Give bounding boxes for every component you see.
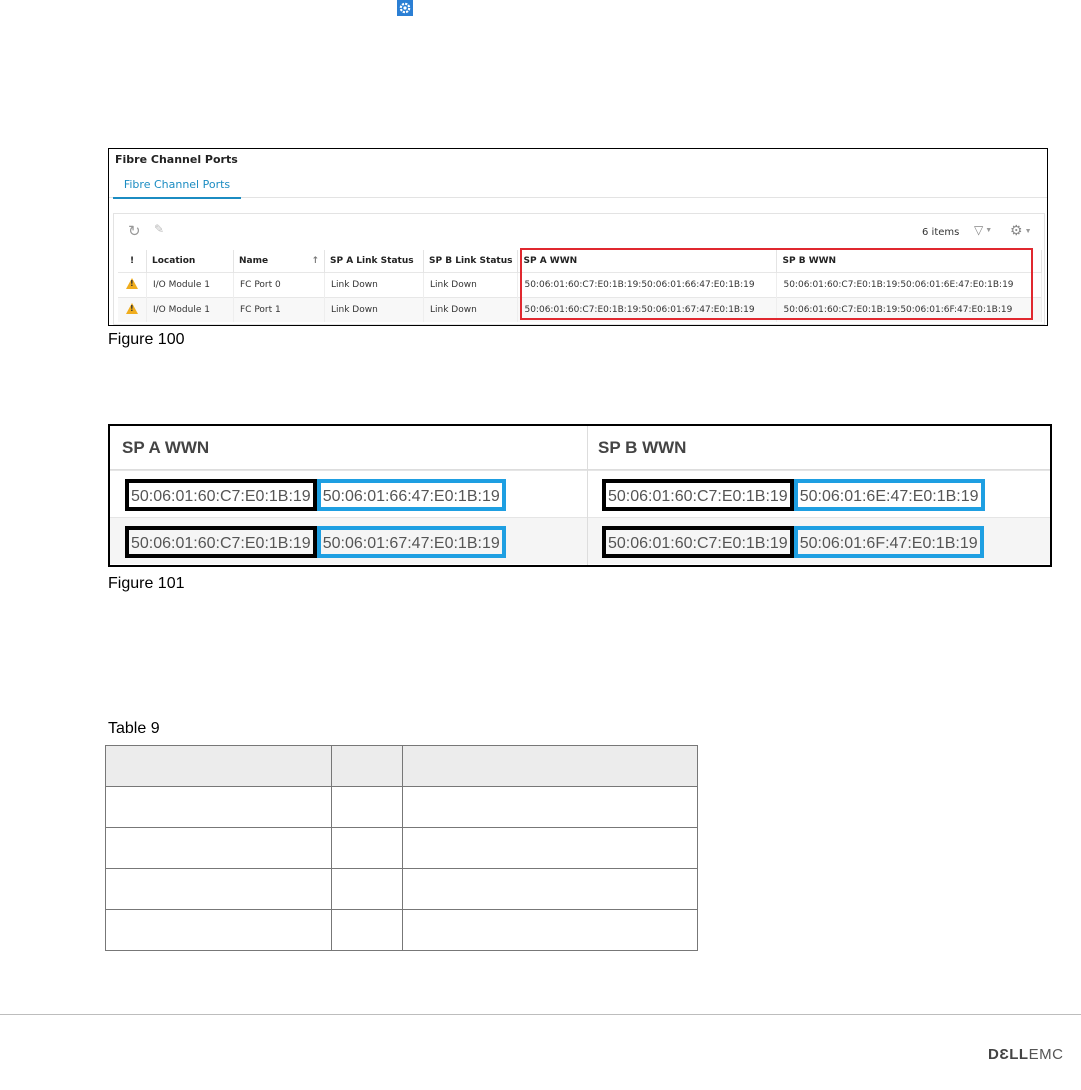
cell-spa-status: Link Down bbox=[325, 298, 424, 323]
table-header-row bbox=[118, 250, 1042, 273]
table-cell bbox=[106, 910, 332, 951]
table-9-caption: Table 9 bbox=[108, 720, 160, 737]
column-divider bbox=[587, 426, 588, 567]
col-spb-wwn[interactable]: SP B WWN bbox=[777, 250, 1042, 273]
figure-100-caption: Figure 100 bbox=[108, 331, 185, 348]
spa-wwn-pair bbox=[125, 526, 506, 558]
node-wwn-box: 50:06:01:60:C7:E0:1B:19 bbox=[602, 526, 794, 558]
node-wwn-box: 50:06:01:60:C7:E0:1B:19 bbox=[125, 526, 317, 558]
warning-icon bbox=[118, 273, 147, 298]
cell-spb-status: Link Down bbox=[424, 273, 518, 298]
table-row bbox=[106, 787, 698, 828]
footer-divider bbox=[0, 1014, 1081, 1015]
table-row bbox=[106, 828, 698, 869]
tab-bar bbox=[109, 169, 1047, 198]
node-wwn-box: 50:06:01:60:C7:E0:1B:19 bbox=[602, 479, 794, 511]
header-spb-wwn: SP B WWN bbox=[588, 426, 1050, 470]
panel-title: Fibre Channel Ports bbox=[115, 153, 238, 166]
cell-spb-wwn: 50:06:01:60:C7:E0:1B:19:50:06:01:6F:47:E0:1B:19 bbox=[777, 298, 1042, 323]
cell-name: FC Port 1 bbox=[234, 298, 325, 323]
table-cell bbox=[332, 787, 403, 828]
cell-location: I/O Module 1 bbox=[147, 298, 234, 323]
col-spa-wwn[interactable]: SP A WWN bbox=[518, 250, 777, 273]
spa-wwn-pair bbox=[125, 479, 506, 511]
table-header-row bbox=[106, 746, 698, 787]
table-cell bbox=[332, 910, 403, 951]
spb-wwn-pair bbox=[602, 479, 985, 511]
table-cell bbox=[403, 828, 698, 869]
dell-emc-logo bbox=[988, 1046, 1063, 1063]
table-header-cell bbox=[403, 746, 698, 787]
settings-icon[interactable]: ⚙ ▼ bbox=[1010, 222, 1032, 238]
cell-name: FC Port 0 bbox=[234, 273, 325, 298]
logo-emc: EMC bbox=[1028, 1046, 1064, 1063]
items-count: 6 items bbox=[922, 227, 960, 238]
warning-icon bbox=[118, 298, 147, 323]
table-cell bbox=[403, 869, 698, 910]
port-wwn-box: 50:06:01:6E:47:E0:1B:19 bbox=[794, 479, 985, 511]
cell-spa-wwn: 50:06:01:60:C7:E0:1B:19:50:06:01:66:47:E0:1B:19 bbox=[518, 273, 777, 298]
col-location[interactable]: Location bbox=[147, 250, 234, 273]
cell-spa-status: Link Down bbox=[325, 273, 424, 298]
table-header-cell bbox=[332, 746, 403, 787]
table-header-cell bbox=[106, 746, 332, 787]
table-9 bbox=[105, 745, 698, 951]
table-row bbox=[106, 910, 698, 951]
col-spa-link-status[interactable]: SP A Link Status bbox=[325, 250, 424, 273]
table-cell bbox=[403, 787, 698, 828]
col-alert[interactable]: ! bbox=[118, 250, 147, 273]
port-wwn-box: 50:06:01:66:47:E0:1B:19 bbox=[317, 479, 506, 511]
filter-icon[interactable]: ▽ ▼ bbox=[974, 223, 993, 237]
spb-wwn-pair bbox=[602, 526, 984, 558]
ports-table bbox=[118, 250, 1042, 322]
table-cell bbox=[106, 787, 332, 828]
table-cell bbox=[332, 869, 403, 910]
table-row bbox=[106, 869, 698, 910]
fibre-channel-ports-screenshot bbox=[108, 148, 1048, 326]
table-row[interactable] bbox=[118, 298, 1042, 323]
table-cell bbox=[106, 869, 332, 910]
col-spb-link-status[interactable]: SP B Link Status bbox=[424, 250, 518, 273]
cell-location: I/O Module 1 bbox=[147, 273, 234, 298]
wwn-zoom-figure bbox=[108, 424, 1052, 567]
port-wwn-box: 50:06:01:67:47:E0:1B:19 bbox=[317, 526, 506, 558]
node-wwn-box: 50:06:01:60:C7:E0:1B:19 bbox=[125, 479, 317, 511]
cell-spb-status: Link Down bbox=[424, 298, 518, 323]
table-cell bbox=[106, 828, 332, 869]
gear-icon bbox=[397, 0, 413, 16]
table-cell bbox=[403, 910, 698, 951]
port-wwn-box: 50:06:01:6F:47:E0:1B:19 bbox=[794, 526, 984, 558]
col-name-label: Name bbox=[239, 256, 269, 266]
tab-fibre-channel-ports[interactable]: Fibre Channel Ports bbox=[113, 169, 241, 199]
cell-spb-wwn: 50:06:01:60:C7:E0:1B:19:50:06:01:6E:47:E0:1B:19 bbox=[777, 273, 1042, 298]
table-row[interactable] bbox=[118, 273, 1042, 298]
refresh-icon[interactable]: ↻ bbox=[128, 223, 141, 240]
table-cell bbox=[332, 828, 403, 869]
ports-panel bbox=[113, 213, 1045, 325]
logo-dell: DƐLL bbox=[988, 1046, 1029, 1063]
header-spa-wwn: SP A WWN bbox=[110, 426, 587, 470]
col-name[interactable] bbox=[234, 250, 325, 273]
cell-spa-wwn: 50:06:01:60:C7:E0:1B:19:50:06:01:67:47:E0:1B:19 bbox=[518, 298, 777, 323]
sort-asc-icon[interactable]: ↑ bbox=[311, 256, 319, 266]
figure-101-caption: Figure 101 bbox=[108, 575, 185, 592]
edit-icon[interactable]: ✎ bbox=[154, 222, 165, 236]
